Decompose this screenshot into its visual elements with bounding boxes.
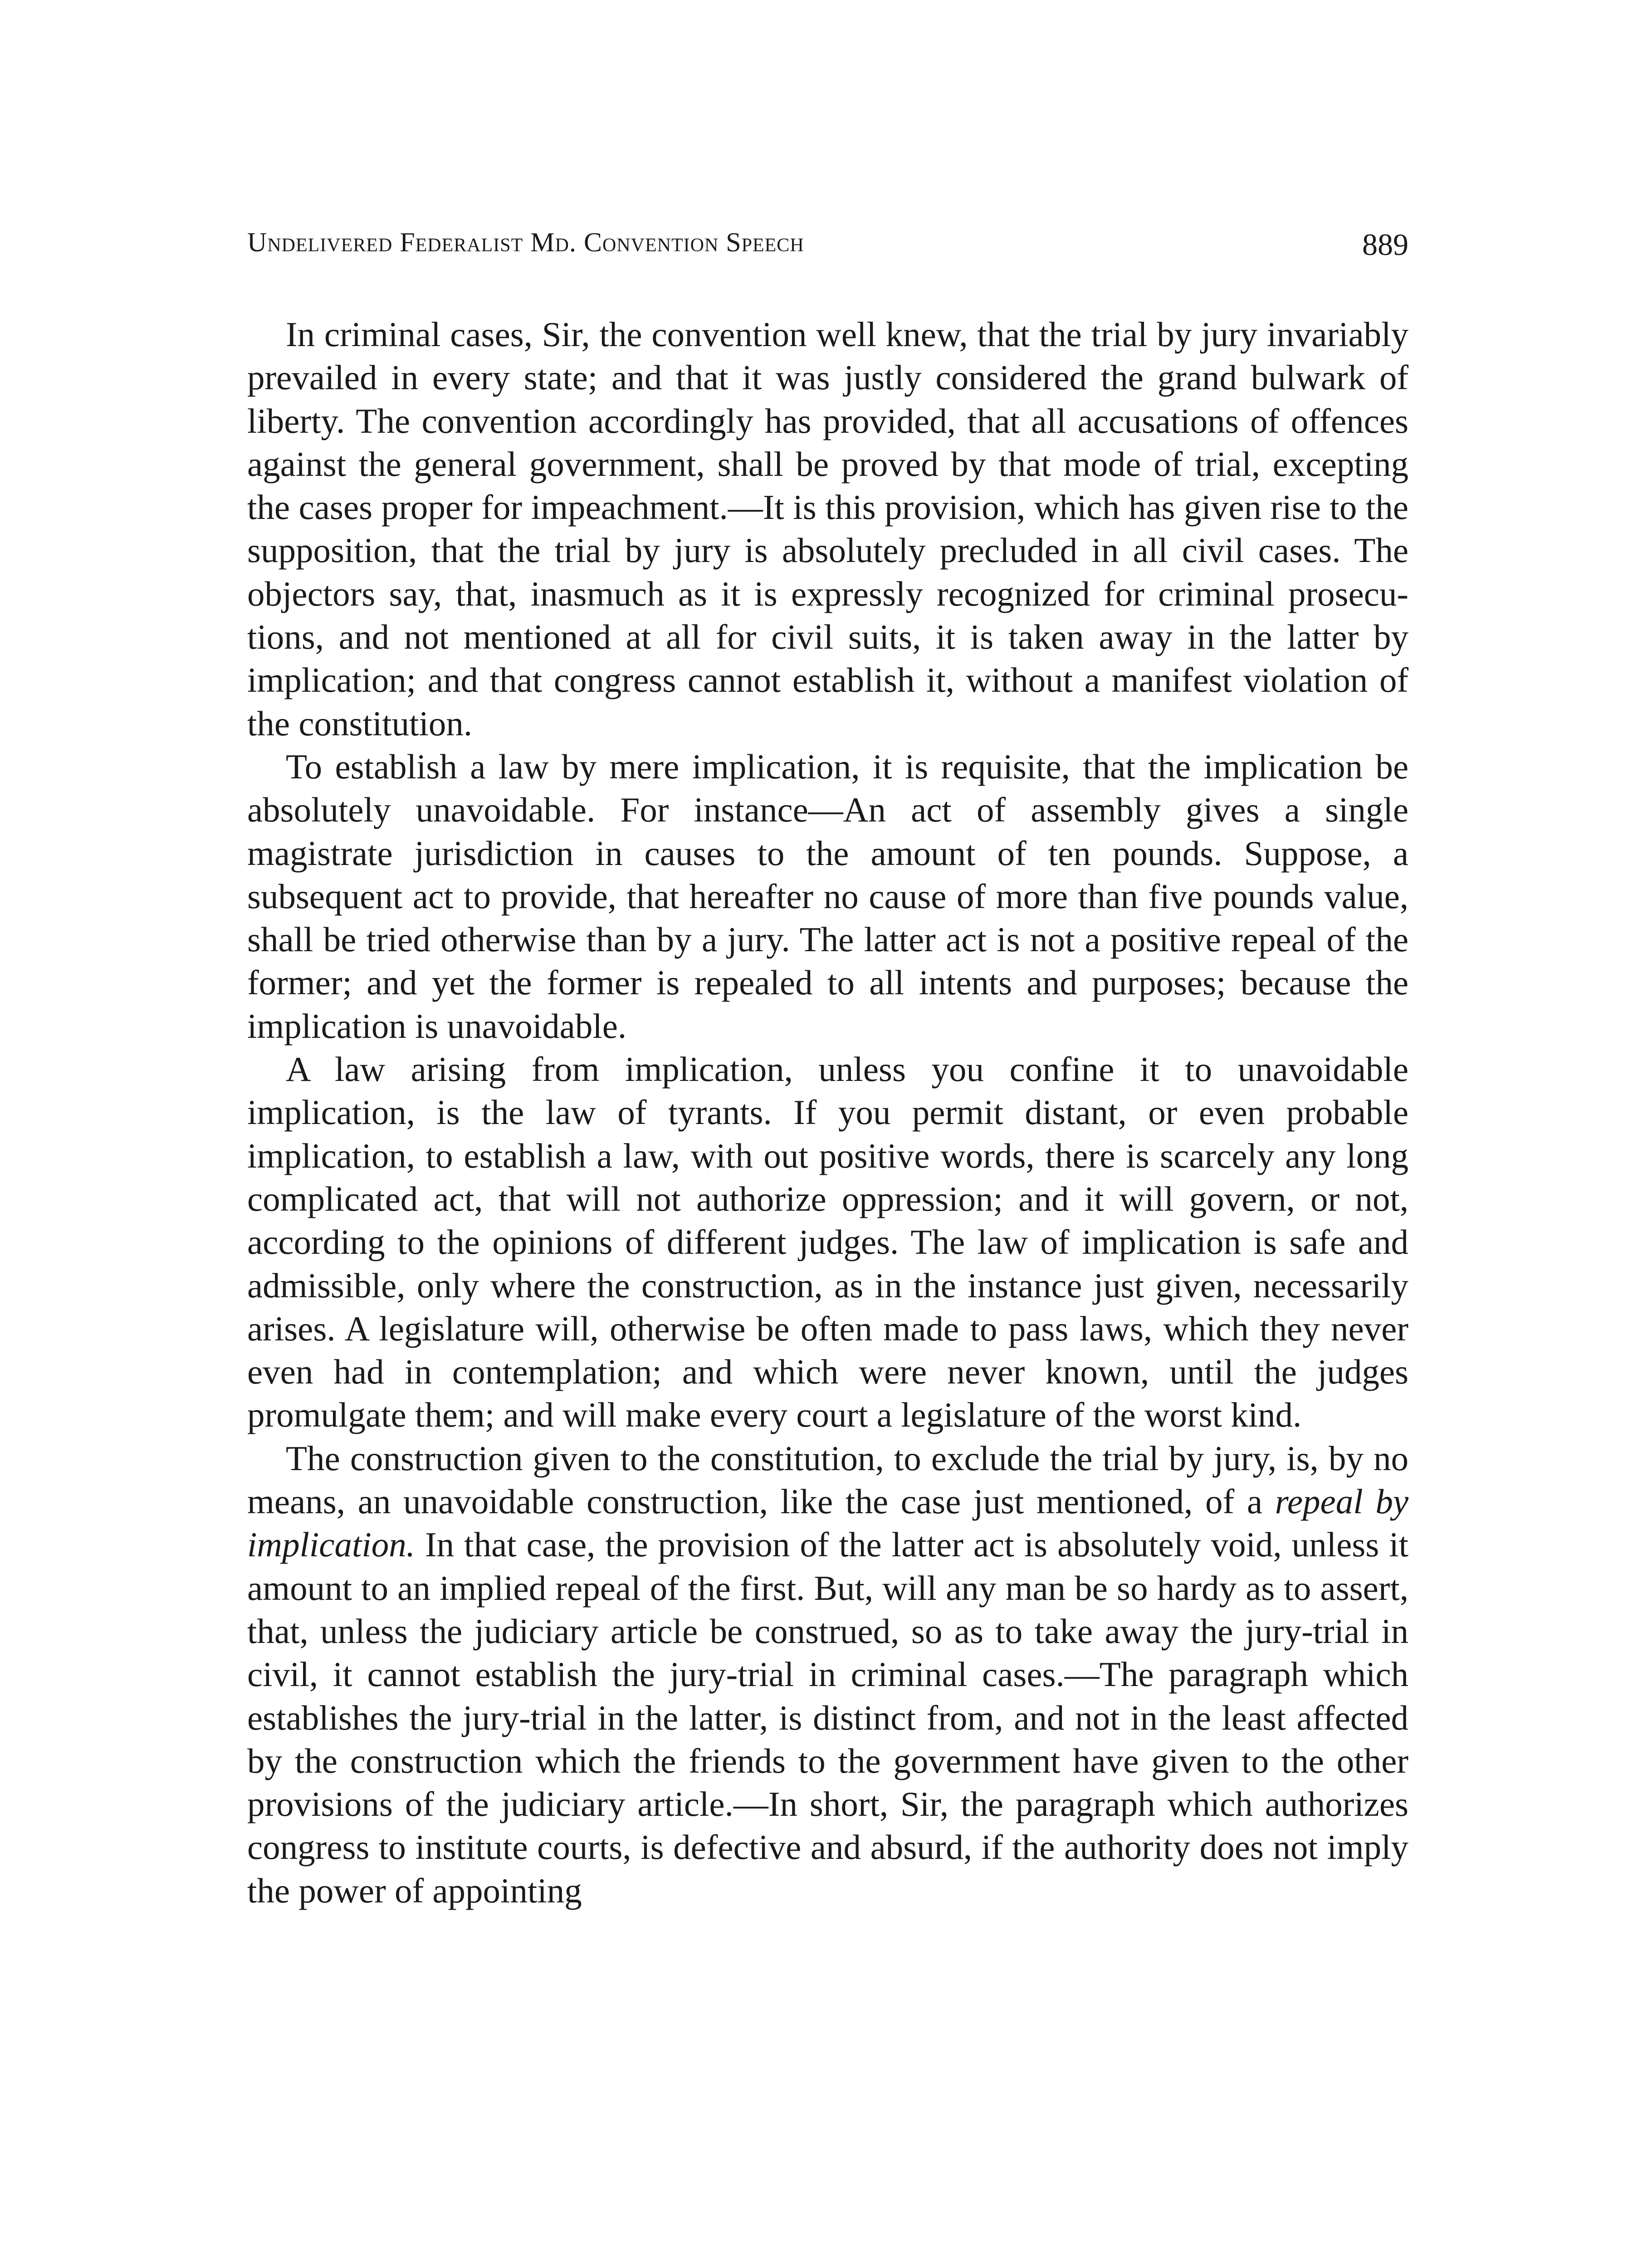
running-title: Undelivered Federalist Md. Convention Speech <box>247 227 804 257</box>
body-text <box>247 313 1408 1912</box>
paragraph-2: To establish a law by mere implication, it is requisite, that the implication be absolutely unavoidable. For instance—An act of assembly gives a single magistrate jurisdiction in causes to the amount of ten pounds. Suppose, a subsequent act to provide, that hereafter no cause of more than five pounds value, shall be tried otherwise than by a jury. The latter act is not a positive repeal of the former; and yet the former is repealed to all intents and purposes; because the implication is unavoidable. <box>247 747 1408 1046</box>
paragraph-1: In criminal cases, Sir, the convention well knew, that the trial by jury invariably prevailed in every state; and that it was justly considered the grand bulwark of liberty. The convention accordingly has provided, that all accusations of offences against the general government, shall be proved by that mode of trial, excepting the cases proper for impeachment.—It is this provision, which has given rise to the supposition, that the trial by jury is absolutely precluded in all civil cases. The objectors say, that, inasmuch as it is expressly recognized for criminal prosecutions, and not mentioned at all for civil suits, it is taken away in the latter by implication; and that congress cannot establish it, without a manifest violation of the constitution. <box>247 315 1408 743</box>
paragraph-4-text-after: In that case, the provision of the latter act is absolutely void, unless it amount to an implied repeal of the first. But, will any man be so hardy as to assert, that, unless the judiciary article be construed, so as to take away the jury-trial in civil, it cannot establish the jury-trial in criminal cases.—The paragraph which establishes the jury-trial in the latter, is distinct from, and not in the least affected by the construction which the friends to the government have given to the other provisions of the judiciary article.—In short, Sir, the paragraph which authorizes congress to institute courts, is defective and absurd, if the authority does not imply the power of appointing <box>247 1525 1408 1910</box>
paragraph-4-text-before: The construction given to the constitution, to exclude the trial by jury, is, by no means, an unavoidable construction, like the case just mentioned, of a <box>247 1438 1408 1521</box>
paragraph-4 <box>247 1437 1408 1912</box>
running-header <box>247 227 1408 277</box>
page-number: 889 <box>1362 227 1408 262</box>
paragraph-3: A law arising from implication, unless you confine it to unavoidable implication, is the law of tyrants. If you permit distant, or even probable implication, to establish a law, with out positive words, there is scarcely any long complicated act, that will not authorize oppression; and it will govern, or not, according to the opinions of different judges. The law of implication is safe and admissible, only where the construction, as in the instance just given, necessarily arises. A legislature will, otherwise be often made to pass laws, which they never even had in contemplation; and which were never known, until the judges promulgate them; and will make every court a legislature of the worst kind. <box>247 1050 1408 1435</box>
italic-phrase: repeal by implication. <box>247 1482 1409 1564</box>
